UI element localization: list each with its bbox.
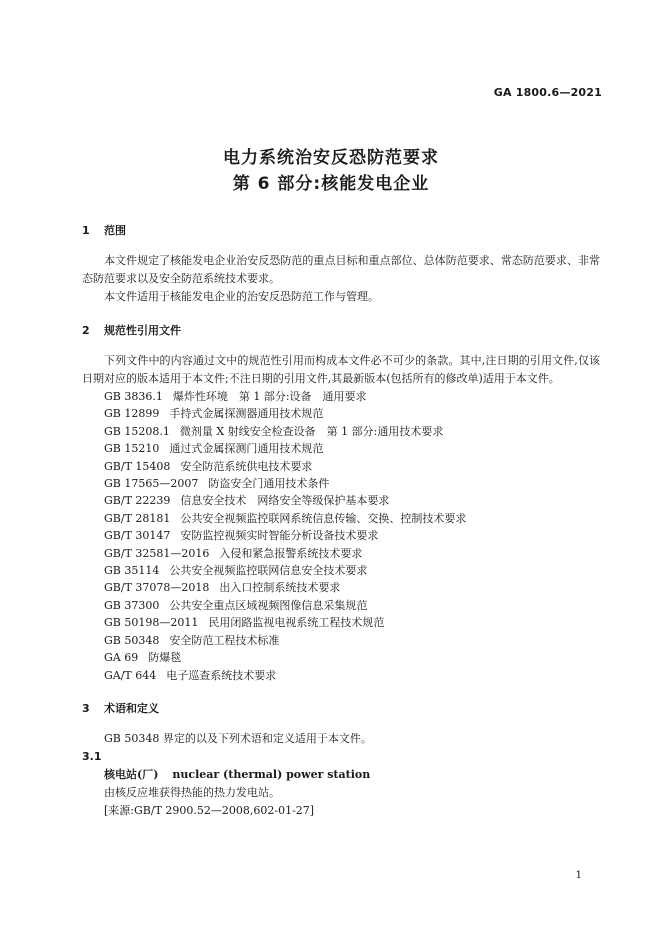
term-name-zh: 核电站(厂) [104, 767, 159, 781]
reference-item [82, 527, 600, 544]
reference-code: GB 37300 [104, 598, 160, 612]
reference-title: 公共安全视频监控联网系统信息传输、交换、控制技术要求 [180, 511, 467, 525]
reference-code: GB 35114 [104, 564, 160, 578]
reference-item [82, 475, 600, 492]
reference-title: 入侵和紧急报警系统技术要求 [219, 546, 363, 560]
term-heading [82, 766, 600, 784]
reference-title: 民用闭路监视电视系统工程技术规范 [208, 616, 385, 630]
reference-title: 防盗安全门通用技术条件 [208, 477, 330, 491]
reference-code: GA/T 644 [104, 668, 157, 682]
scope-paragraph: 本文件规定了核能发电企业治安反恐防范的重点目标和重点部位、总体防范要求、常态防范要求、非常态防范要求以及安全防范系统技术要求。 [82, 254, 600, 285]
reference-item [82, 405, 600, 422]
reference-title: 出入口控制系统技术要求 [219, 581, 341, 595]
term-definition: 由核反应堆获得热能的热力发电站。 [104, 785, 280, 799]
reference-title: 防爆毯 [148, 651, 182, 665]
reference-code: GB/T 22239 [104, 494, 171, 508]
reference-item [82, 597, 600, 614]
reference-code: GB 3836.1 [104, 390, 163, 403]
reference-title: 安防监控视频实时智能分析设备技术要求 [180, 529, 379, 543]
reference-item [82, 667, 600, 684]
reference-title: 爆炸性环境 第 1 部分:设备 通用要求 [172, 390, 367, 403]
section-number: 3 [82, 701, 90, 715]
term-name-en: nuclear (thermal) power station [172, 767, 371, 781]
title-line-1: 电力系统治安反恐防范要求 [223, 148, 439, 168]
reference-code: GB 12899 [104, 407, 160, 421]
section-title: 术语和定义 [104, 701, 159, 715]
section-1-heading [82, 222, 600, 240]
reference-item [82, 458, 600, 475]
reference-code: GB/T 15408 [104, 459, 171, 473]
reference-code: GB/T 32581—2016 [104, 546, 210, 560]
reference-code: GB 15208.1 [104, 424, 170, 438]
reference-code: GB 17565—2007 [104, 477, 199, 491]
references-intro: 下列文件中的内容通过文中的规范性引用而构成本文件必不可少的条款。其中,注日期的引用文件,仅该日期对应的版本适用于本文件;不注日期的引用文件,其最新版本(包括所有的修改单)适用于本文件。 [82, 354, 600, 385]
reference-item [82, 649, 600, 666]
reference-title: 信息安全技术 网络安全等级保护基本要求 [180, 494, 390, 508]
reference-item [82, 440, 600, 457]
reference-title: 电子巡查系统技术要求 [166, 668, 277, 682]
reference-item [82, 423, 600, 440]
section-number: 2 [82, 324, 90, 337]
section-title: 规范性引用文件 [104, 324, 181, 337]
reference-title: 通过式金属探测门通用技术规范 [169, 442, 324, 456]
reference-code: GB/T 30147 [104, 529, 171, 543]
reference-item [82, 510, 600, 527]
document-title [0, 145, 662, 197]
reference-title: 手持式金属探测器通用技术规范 [169, 407, 324, 421]
term-source: [来源:GB/T 2900.52—2008,602-01-27] [104, 803, 315, 817]
reference-item [82, 562, 600, 579]
section-2-heading [82, 322, 600, 340]
reference-code: GA 69 [104, 651, 139, 665]
reference-list [82, 388, 600, 684]
page-number: 1 [575, 870, 582, 881]
reference-item [82, 545, 600, 562]
reference-title: 安全防范系统供电技术要求 [180, 459, 313, 473]
section-title: 范围 [104, 224, 126, 237]
applicability-paragraph: 本文件适用于核能发电企业的治安反恐防范工作与管理。 [104, 290, 379, 303]
reference-title: 公共安全重点区域视频图像信息采集规范 [169, 598, 368, 612]
reference-title: 公共安全视频监控联网信息安全技术要求 [169, 564, 368, 578]
section-number: 1 [82, 224, 90, 237]
reference-item [82, 632, 600, 649]
reference-code: GB 15210 [104, 442, 160, 456]
document-code: GA 1800.6—2021 [493, 86, 602, 99]
title-line-2: 第 6 部分:核能发电企业 [232, 174, 430, 194]
reference-code: GB/T 28181 [104, 511, 171, 525]
reference-code: GB 50348 [104, 633, 160, 647]
terms-intro: GB 50348 界定的以及下列术语和定义适用于本文件。 [104, 731, 372, 745]
reference-item [82, 492, 600, 509]
reference-code: GB 50198—2011 [104, 616, 199, 630]
reference-item [82, 579, 600, 596]
section-3-heading [82, 700, 600, 718]
reference-title: 微剂量 X 射线安全检查设备 第 1 部分:通用技术要求 [179, 424, 444, 438]
reference-title: 安全防范工程技术标准 [169, 633, 280, 647]
reference-code: GB/T 37078—2018 [104, 581, 210, 595]
reference-item [82, 614, 600, 631]
reference-item [82, 388, 600, 405]
term-number: 3.1 [82, 749, 102, 763]
document-body [82, 222, 600, 820]
